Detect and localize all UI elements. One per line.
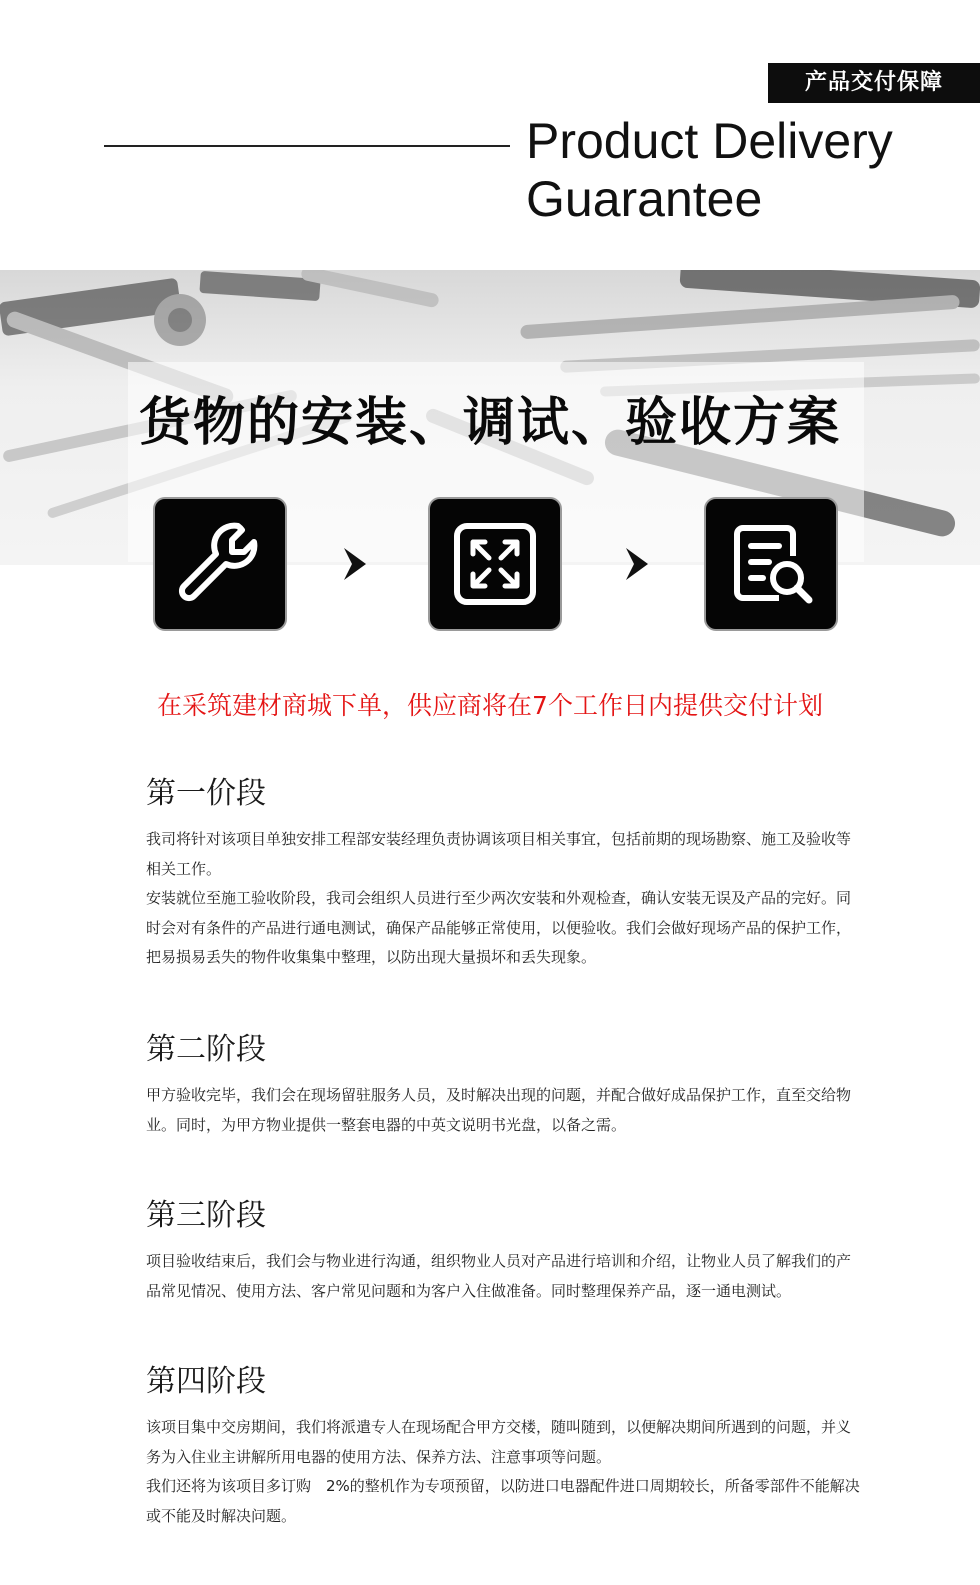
- stage-2-text: [146, 1081, 862, 1140]
- stage-1-title: 第一价段: [146, 776, 266, 811]
- stage-2-paragraph: 甲方验收完毕，我们会在现场留驻服务人员，及时解决出现的问题，并配合做好成品保护工作，直至交给物业。同时，为甲方物业提供一整套电器的中英文说明书光盘，以备之需。: [146, 1086, 852, 1134]
- stage-3-text: [146, 1247, 862, 1306]
- stage-2-title: 第二阶段: [146, 1032, 266, 1067]
- step-acceptance: [704, 497, 838, 631]
- stage-1-paragraph: 我司将针对该项目单独安排工程部安装经理负责协调该项目相关事宜，包括前期的现场勘察、施工及验收等相关工作。: [146, 830, 852, 878]
- stage-1-paragraph: 安装就位至施工验收阶段，我司会组织人员进行至少两次安装和外观检查，确认安装无误及产品的完好。同时会对有条件的产品进行通电测试，确保产品能够正常使用，以便验收。我们会做好现场产品的保护工作，把易损易丢失的物件收集集中整理，以防出现大量损坏和丢失现象。: [146, 889, 852, 966]
- stage-3-paragraph: 项目验收结束后，我们会与物业进行沟通，组织物业人员对产品进行培训和介绍，让物业人员了解我们的产品常见情况、使用方法、客户常见问题和为客户入住做准备。同时整理保养产品，逐一通电测试。: [146, 1252, 852, 1300]
- section-badge: 产品交付保障: [768, 63, 980, 103]
- stage-4-paragraph: 我们还将为该项目多订购 2%的整机作为专项预留，以防进口电器配件进口周期较长，所备零部件不能解决或不能及时解决问题。: [146, 1477, 860, 1525]
- stage-3-title: 第三阶段: [146, 1198, 266, 1233]
- delivery-notice: 在采筑建材商城下单，供应商将在7个工作日内提供交付计划: [157, 691, 823, 720]
- stage-4-paragraph: 该项目集中交房期间，我们将派遣专人在现场配合甲方交楼，随叫随到，以便解决期间所遇到的问题，并义务为入住业主讲解所用电器的使用方法、保养方法、注意事项等问题。: [146, 1418, 852, 1466]
- wrench-icon: [172, 516, 268, 612]
- expand-arrows-icon: [447, 516, 543, 612]
- title-rule: [104, 145, 510, 147]
- stage-4-title: 第四阶段: [146, 1364, 266, 1399]
- document-search-icon: [723, 516, 819, 612]
- title-line-1: Product Delivery: [526, 113, 893, 169]
- stage-4-text: [146, 1413, 862, 1531]
- chevron-right-icon: [338, 544, 374, 584]
- step-debug: [428, 497, 562, 631]
- stage-1-text: [146, 825, 862, 973]
- banner-title: 货物的安装、调试、验收方案: [138, 393, 841, 453]
- page-title: [526, 112, 966, 228]
- title-line-2: Guarantee: [526, 171, 763, 227]
- chevron-right-icon: [620, 544, 656, 584]
- step-install: [153, 497, 287, 631]
